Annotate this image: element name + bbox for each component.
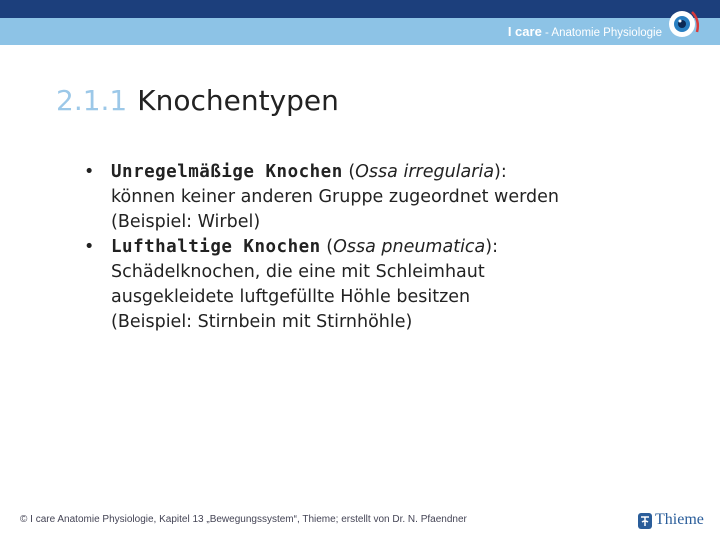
thieme-logo-icon — [637, 512, 653, 530]
bullet-list — [84, 160, 684, 335]
footer-copyright: © I care Anatomie Physiologie, Kapitel 13 „Bewegungssystem“, Thieme; erstellt von Dr. N. Pfaendner — [20, 514, 467, 525]
bullet-term: Unregelmäßige Knochen — [111, 162, 343, 182]
bullet-term: Lufthaltige Knochen — [111, 237, 321, 257]
bullet-dot: • — [84, 237, 95, 257]
bullet-line: können keiner anderen Gruppe zugeordnet werden — [111, 187, 559, 207]
page-title — [56, 84, 339, 117]
latin-name: Ossa irregularia — [355, 162, 495, 182]
list-item — [84, 235, 684, 335]
brand-prefix: I care — [507, 24, 542, 39]
bullet-line: Schädelknochen, die eine mit Schleimhaut — [111, 262, 485, 282]
bullet-line: (Beispiel: Wirbel) — [111, 212, 261, 232]
publisher-name: Thieme — [655, 511, 704, 528]
paren-close: ): — [494, 162, 507, 182]
latin-name: Ossa pneumatica — [333, 237, 486, 257]
brand-suffix: - Anatomie Physiologie — [541, 27, 662, 39]
icare-eye-logo-icon — [664, 4, 704, 42]
title-text: Knochentypen — [137, 84, 339, 117]
section-number: 2.1.1 — [56, 84, 128, 117]
paren-open: ( — [342, 162, 356, 182]
paren-open: ( — [320, 237, 334, 257]
bullet-line: ausgekleidete luftgefüllte Höhle besitzen — [111, 287, 471, 307]
list-item — [84, 160, 684, 235]
bullet-line: (Beispiel: Stirnbein mit Stirnhöhle) — [111, 312, 413, 332]
paren-close: ): — [485, 237, 499, 257]
bullet-dot: • — [84, 162, 95, 182]
header-top-strip — [0, 0, 720, 18]
brand-label — [508, 24, 662, 39]
